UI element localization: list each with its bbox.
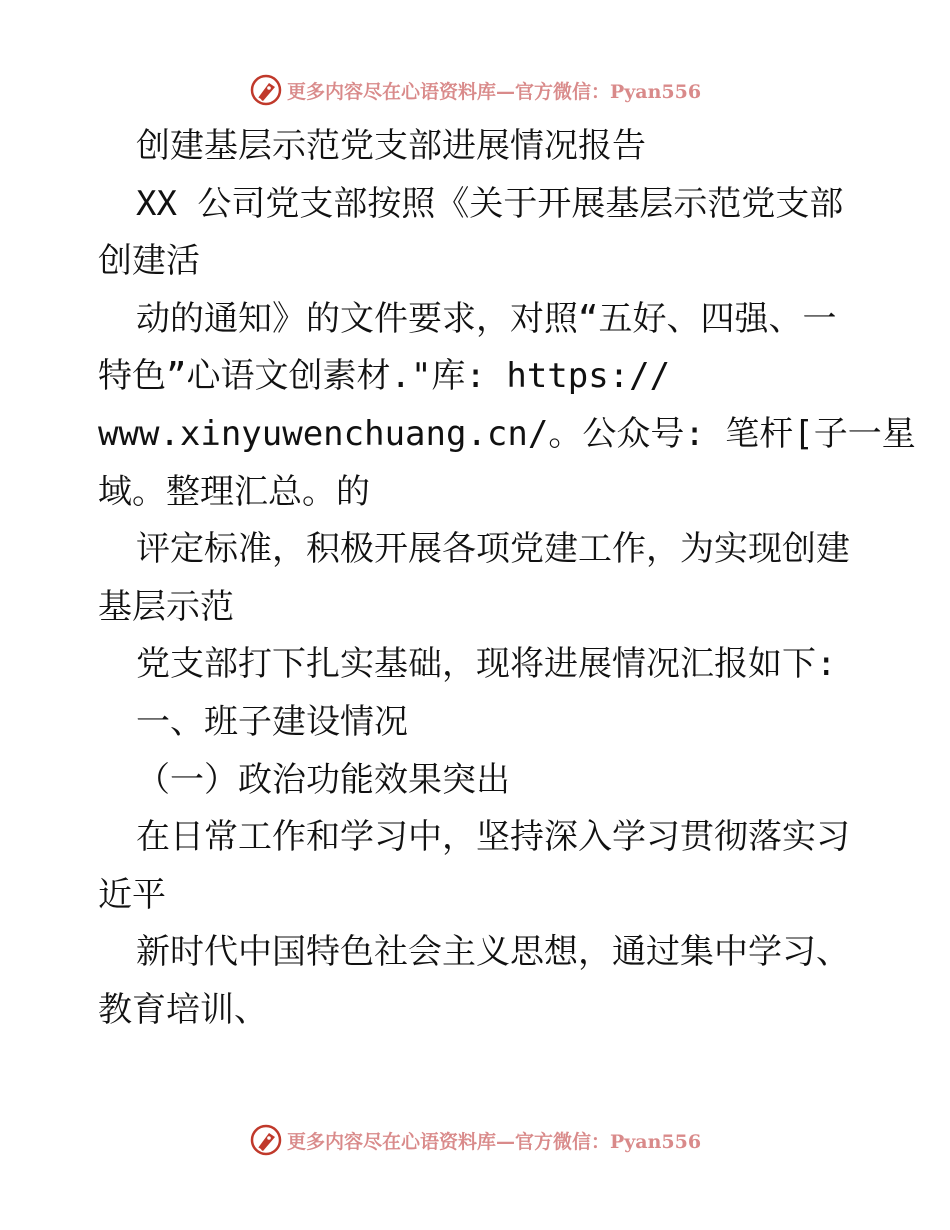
doc-line: 基层示范 (98, 586, 234, 627)
footer-watermark (0, 1120, 950, 1160)
doc-line: 近平 (98, 874, 166, 915)
doc-line: 创建活 (98, 241, 200, 282)
pen-nib-logo-icon (249, 1123, 283, 1157)
doc-line: 特色”心语文创素材."库: https:// (98, 356, 671, 397)
doc-line: 评定标准，积极开展各项党建工作，为实现创建 (136, 529, 850, 570)
doc-line: www.xinyuwenchuang.cn/。公众号: 笔杆[子一星 (98, 413, 916, 454)
doc-line: 域。整理汇总。的 (98, 471, 370, 512)
doc-line: 教育培训、 (98, 989, 268, 1030)
doc-line: XX 公司党支部按照《关于开展基层示范党支部 (136, 183, 844, 224)
section-heading: 一、班子建设情况 (136, 701, 408, 742)
subsection-heading: （一）政治功能效果突出 (136, 759, 510, 800)
watermark-text: 更多内容尽在心语资料库—官方微信：Pyan556 (286, 80, 702, 103)
doc-line: 新时代中国特色社会主义思想，通过集中学习、 (136, 932, 850, 973)
watermark-text: 更多内容尽在心语资料库—官方微信：Pyan556 (286, 1130, 702, 1153)
doc-title: 创建基层示范党支部进展情况报告 (136, 126, 646, 166)
doc-line: 在日常工作和学习中，坚持深入学习贯彻落实习 (136, 817, 850, 858)
doc-line: 动的通知》的文件要求，对照“五好、四强、一 (136, 298, 837, 339)
document-body (98, 118, 916, 1040)
header-watermark (0, 70, 950, 110)
pen-nib-logo-icon (249, 73, 283, 107)
doc-line: 党支部打下扎实基础，现将进展情况汇报如下: (136, 644, 837, 685)
